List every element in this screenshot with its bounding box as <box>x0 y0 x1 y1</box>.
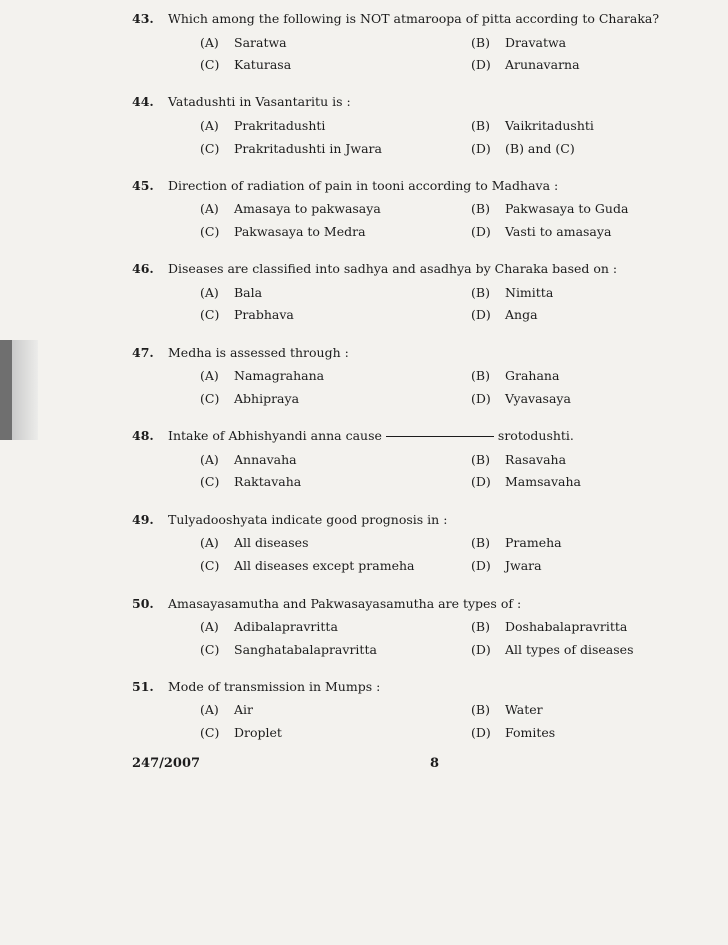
option-label: (D) <box>471 558 491 573</box>
paper-code: 247/2007 <box>132 756 201 771</box>
option-text: Namagrahana <box>234 368 325 383</box>
option-text: Saratwa <box>234 35 287 50</box>
option-text: Anga <box>505 307 538 322</box>
option-b <box>471 35 566 50</box>
option-label: (D) <box>471 307 491 322</box>
option-c <box>200 642 377 657</box>
option-a <box>200 702 253 717</box>
scan-edge-bar <box>0 340 12 440</box>
option-label: (A) <box>200 285 219 300</box>
question-number: 44. <box>132 94 154 109</box>
option-a <box>200 368 324 383</box>
option-text: Water <box>505 702 543 717</box>
question-number: 49. <box>132 512 154 527</box>
question-number: 46. <box>132 261 154 276</box>
option-c <box>200 725 282 740</box>
option-b <box>471 118 594 133</box>
option-d <box>471 224 611 239</box>
option-c <box>200 391 299 406</box>
option-a <box>200 619 338 634</box>
option-a <box>200 535 309 550</box>
question-stem: Diseases are classified into sadhya and asadhya by Charaka based on : <box>168 261 618 276</box>
option-text: Katurasa <box>234 57 292 72</box>
question-number: 45. <box>132 178 154 193</box>
option-label: (D) <box>471 642 491 657</box>
option-d <box>471 558 542 573</box>
option-text: Vaikritadushti <box>505 118 594 133</box>
option-b <box>471 368 559 383</box>
option-text: Bala <box>234 285 263 300</box>
option-b <box>471 702 543 717</box>
option-label: (C) <box>200 224 220 239</box>
option-label: (D) <box>471 57 491 72</box>
option-text: Abhipraya <box>234 391 300 406</box>
fill-in-blank <box>386 436 494 437</box>
option-text: Prameha <box>505 535 562 550</box>
question-number: 51. <box>132 679 154 694</box>
option-a <box>200 201 381 216</box>
option-text: Prakritadushti <box>234 118 326 133</box>
option-text: Amasaya to pakwasaya <box>234 201 381 216</box>
option-label: (C) <box>200 141 220 156</box>
option-d <box>471 474 581 489</box>
option-label: (B) <box>471 35 490 50</box>
option-text: Nimitta <box>505 285 554 300</box>
option-b <box>471 285 553 300</box>
option-label: (C) <box>200 391 220 406</box>
option-label: (B) <box>471 118 490 133</box>
question-stem <box>168 428 574 443</box>
option-label: (D) <box>471 474 491 489</box>
question-stem: Medha is assessed through : <box>168 345 349 360</box>
option-text: Arunavarna <box>505 57 580 72</box>
option-label: (A) <box>200 452 219 467</box>
question-stem: Amasayasamutha and Pakwasayasamutha are types of : <box>168 596 522 611</box>
question-stem: Which among the following is NOT atmaroopa of pitta according to Charaka? <box>168 11 660 26</box>
option-label: (A) <box>200 702 219 717</box>
option-text: All diseases except prameha <box>234 558 415 573</box>
option-d <box>471 307 538 322</box>
option-label: (B) <box>471 619 490 634</box>
option-d <box>471 141 575 156</box>
question-stem-post: srotodushti. <box>497 428 574 443</box>
option-label: (C) <box>200 558 220 573</box>
option-d <box>471 57 580 72</box>
option-d <box>471 725 555 740</box>
option-label: (C) <box>200 474 220 489</box>
option-text: Pakwasaya to Guda <box>505 201 629 216</box>
option-a <box>200 452 297 467</box>
option-c <box>200 141 382 156</box>
option-label: (B) <box>471 368 490 383</box>
question-stem-pre: Intake of Abhishyandi anna cause <box>168 428 382 443</box>
option-text: Doshabalapravritta <box>505 619 628 634</box>
option-label: (C) <box>200 307 220 322</box>
question-stem: Tulyadooshyata indicate good prognosis in : <box>168 512 448 527</box>
option-b <box>471 619 627 634</box>
option-label: (B) <box>471 535 490 550</box>
option-label: (B) <box>471 285 490 300</box>
option-label: (B) <box>471 452 490 467</box>
option-text: Vyavasaya <box>505 391 571 406</box>
option-text: Air <box>234 702 254 717</box>
option-b <box>471 201 628 216</box>
page-number: 8 <box>430 756 440 771</box>
option-label: (A) <box>200 619 219 634</box>
question-number: 47. <box>132 345 154 360</box>
option-label: (B) <box>471 201 490 216</box>
option-text: Sanghatabalapravritta <box>234 642 377 657</box>
option-a <box>200 118 325 133</box>
option-label: (B) <box>471 702 490 717</box>
option-c <box>200 474 301 489</box>
option-label: (A) <box>200 35 219 50</box>
option-b <box>471 535 562 550</box>
option-text: Annavaha <box>234 452 297 467</box>
option-text: All diseases <box>234 535 309 550</box>
option-text: Prabhava <box>234 307 294 322</box>
option-label: (C) <box>200 57 220 72</box>
option-label: (D) <box>471 141 491 156</box>
option-text: All types of diseases <box>505 642 634 657</box>
option-a <box>200 285 262 300</box>
option-text: Jwara <box>505 558 542 573</box>
option-text: Droplet <box>234 725 282 740</box>
option-d <box>471 642 634 657</box>
option-b <box>471 452 566 467</box>
question-number: 43. <box>132 11 154 26</box>
option-text: Grahana <box>505 368 560 383</box>
option-text: Pakwasaya to Medra <box>234 224 366 239</box>
question-stem: Vatadushti in Vasantaritu is : <box>168 94 351 109</box>
option-text: Rasavaha <box>505 452 567 467</box>
option-label: (A) <box>200 118 219 133</box>
option-d <box>471 391 571 406</box>
option-label: (D) <box>471 725 491 740</box>
option-label: (A) <box>200 535 219 550</box>
option-text: Prakritadushti in Jwara <box>234 141 382 156</box>
option-a <box>200 35 287 50</box>
option-text: Fomites <box>505 725 556 740</box>
question-stem: Direction of radiation of pain in tooni according to Madhava : <box>168 178 559 193</box>
option-label: (C) <box>200 642 220 657</box>
option-label: (D) <box>471 391 491 406</box>
option-label: (A) <box>200 201 219 216</box>
option-label: (C) <box>200 725 220 740</box>
question-stem: Mode of transmission in Mumps : <box>168 679 381 694</box>
option-label: (A) <box>200 368 219 383</box>
option-text: Vasti to amasaya <box>505 224 612 239</box>
option-text: Raktavaha <box>234 474 302 489</box>
option-c <box>200 558 415 573</box>
option-text: Dravatwa <box>505 35 567 50</box>
option-c <box>200 307 294 322</box>
option-label: (D) <box>471 224 491 239</box>
option-text: Adibalapravritta <box>234 619 338 634</box>
option-text: (B) and (C) <box>505 141 575 156</box>
question-number: 50. <box>132 596 154 611</box>
option-c <box>200 57 291 72</box>
option-text: Mamsavaha <box>505 474 581 489</box>
option-c <box>200 224 366 239</box>
question-number: 48. <box>132 428 154 443</box>
